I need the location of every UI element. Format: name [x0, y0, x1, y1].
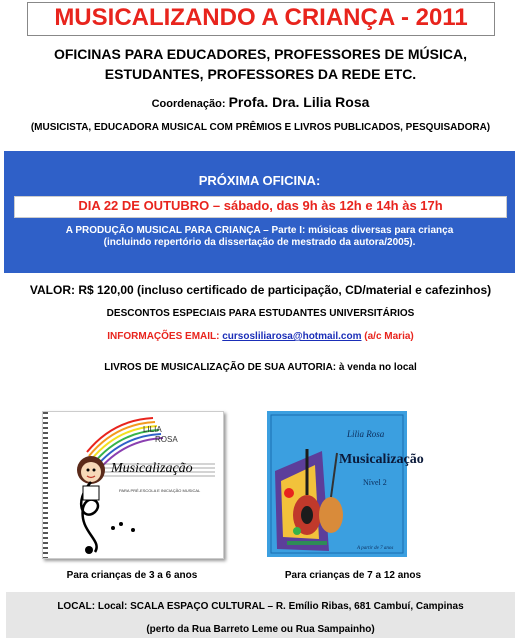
- book-cover-1: [42, 411, 224, 559]
- book-cover-2: [267, 411, 424, 557]
- workshop-topic-line-1: A PRODUÇÃO MUSICAL PARA CRIANÇA – Parte I: músicas diversas para criança: [65, 225, 454, 236]
- workshop-date: DIA 22 DE OUTUBRO – sábado, das 9h às 12h e 14h às 17h: [78, 198, 443, 213]
- contact-label: INFORMAÇÕES EMAIL:: [107, 331, 220, 342]
- coordinator-credentials: (MUSICISTA, EDUCADORA MUSICAL COM PRÊMIOS E LIVROS PUBLICADOS, PESQUISADORA): [30, 122, 491, 133]
- subtitle: [0, 44, 521, 84]
- price-info: VALOR: R$ 120,00 (incluso certificado de participação, CD/material e cafezinhos): [29, 283, 492, 297]
- contact-note: (a/c Maria): [364, 331, 414, 342]
- book-1-author-2: ROSA: [155, 435, 178, 444]
- workshop-topic-line-2: (incluindo repertório da dissertação de mestrado da autora/2005).: [103, 237, 416, 248]
- coordinator: [0, 94, 521, 110]
- page-title: MUSICALIZANDO A CRIANÇA - 2011: [54, 4, 468, 31]
- coordinator-label: Coordenação:: [151, 98, 226, 110]
- book-2-title: Musicalização: [339, 452, 424, 467]
- next-workshop-label: PRÓXIMA OFICINA:: [198, 173, 321, 188]
- book-2-age: A partir de 7 anos: [357, 546, 394, 551]
- book-2-author: Lilia Rosa: [347, 429, 385, 439]
- coordinator-name: Profa. Dra. Lilia Rosa: [228, 94, 370, 110]
- book-2-level: Nível 2: [363, 478, 387, 487]
- subtitle-line-2: ESTUDANTES, PROFESSORES DA REDE ETC.: [104, 66, 417, 82]
- location-nearby: (perto da Rua Barreto Leme ou Rua Sampainho): [146, 624, 375, 635]
- workshop-topic: [4, 225, 515, 249]
- book-1-title: Musicalização: [111, 461, 193, 476]
- email-link[interactable]: cursosliliarosa@hotmail.com: [222, 331, 362, 342]
- book-1-subtitle: PARA PRÉ-ESCOLA E INICIAÇÃO MUSICAL: [119, 488, 201, 493]
- book-1-author: LILIA: [143, 425, 162, 434]
- student-discount: DESCONTOS ESPECIAIS PARA ESTUDANTES UNIVERSITÁRIOS: [106, 308, 415, 319]
- book-1-caption: Para crianças de 3 a 6 anos: [66, 570, 198, 581]
- contact-info: [0, 331, 521, 342]
- book-2-illustration: [267, 411, 424, 557]
- score-notes: [111, 522, 135, 532]
- book-1-illustration: [43, 412, 223, 558]
- treble-clef-girl: [77, 456, 105, 554]
- books-heading: LIVROS DE MUSICALIZAÇÃO DE SUA AUTORIA: à venda no local: [104, 362, 417, 373]
- book-2-caption: Para crianças de 7 a 12 anos: [284, 570, 422, 581]
- subtitle-line-1: OFICINAS PARA EDUCADORES, PROFESSORES DE MÚSICA,: [53, 46, 468, 62]
- location-address: LOCAL: Local: SCALA ESPAÇO CULTURAL – R. Emílio Ribas, 681 Cambuí, Campinas: [57, 601, 464, 612]
